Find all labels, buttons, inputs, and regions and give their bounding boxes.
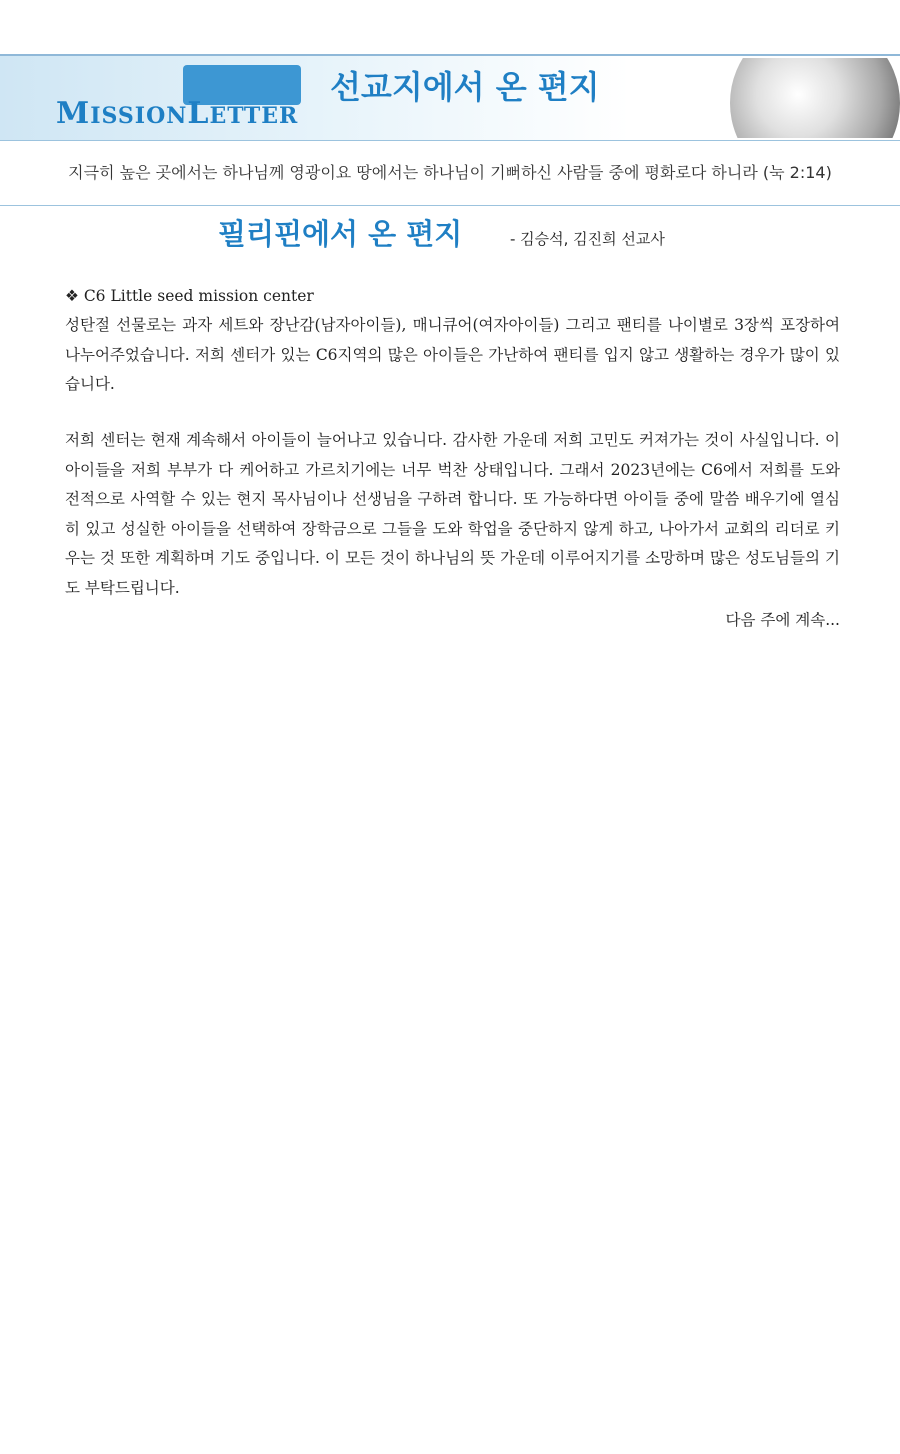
section-heading: ❖ C6 Little seed mission center [65,287,314,305]
paragraph-1: 성탄절 선물로는 과자 세트와 장난감(남자아이들), 매니큐어(여자아이들) 그리고 팬티를 나이별로 3장씩 포장하여 나누어주었습니다. 저희 센터가 있는 C6지역의 많은 아이들은 가난하여 팬티를 입지 않고 생활하는 경우가 많이 있습니다. [65,316,840,393]
globe-image [690,58,900,138]
divider [0,140,900,141]
header-title: 선교지에서 온 편지 [330,68,600,106]
continued-note: 다음 주에 계속... [725,611,840,629]
letter-title: 필리핀에서 온 편지 [218,217,463,251]
divider [0,205,900,206]
letter-subtitle: - 김승석, 김진희 선교사 [510,230,665,248]
scripture-verse: 지극히 높은 곳에서는 하나님께 영광이요 땅에서는 하나님이 기뻐하신 사람들 중에 평화로다 하니라 (눅 2:14) [68,163,832,182]
mission-letter-logo: MISSIONLETTER [56,96,299,131]
paragraph-2: 저희 센터는 현재 계속해서 아이들이 늘어나고 있습니다. 감사한 가운데 저희 고민도 커져가는 것이 사실입니다. 이 아이들을 저희 부부가 다 케어하고 가르치기에는 너무 벅찬 상태입니다. 그래서 2023년에는 C6에서 저희를 도와 전적으로 사역할 수 있는 현지 목사님이나 선생님을 구하려 합니다. 또 가능하다면 아이들 중에 말씀 배우기에 열심히 있고 성실한 아이들을 선택하여 장학금으로 그들을 도와 학업을 중단하지 않게 하고, 나아가서 교회의 리더로 키우는 것 또한 계획하며 기도 중입니다. 이 모든 것이 하나님의 뜻 가운데 이루어지기를 소망하며 많은 성도님들의 기도 부탁드립니다. [65,431,840,597]
